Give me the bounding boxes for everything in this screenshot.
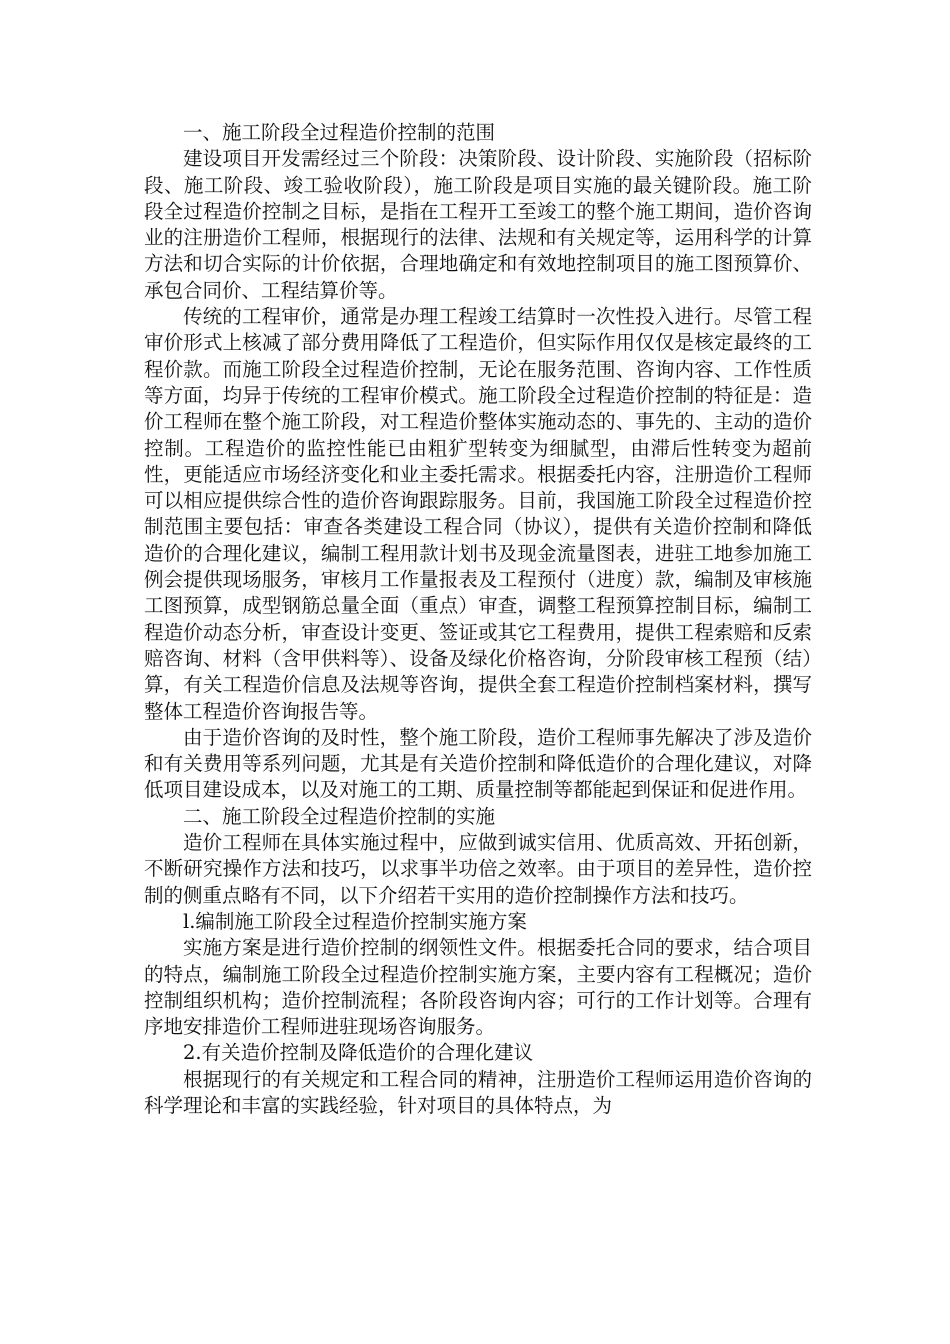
section-heading-implementation: 二、施工阶段全过程造价控制的实施 (183, 804, 496, 828)
paragraph-construction-stages: 建设项目开发需经过三个阶段：决策阶段、设计阶段、实施阶段（招标阶段、施工阶段、竣工验收阶段），施工阶段是项目实施的最关键阶段。施工阶段全过程造价控制之目标，是指在工程开工至竣工的整个施工期间，造价咨询业的注册造价工程师，根据现行的法律、法规和有关规定等，运用科学的计算方法和切合实际的计价依据，合理地确定和有效地控制项目的施工图预算价、承包合同价、工程结算价等。 (144, 147, 812, 302)
section-heading-scope: 一、施工阶段全过程造价控制的范围 (183, 121, 496, 144)
paragraph-plan: 实施方案是进行造价控制的纲领性文件。根据委托合同的要求，结合项目的特点，编制施工阶段全过程造价控制实施方案，主要内容有工程概况；造价控制组织机构；造价控制流程；各阶段咨询内容；可行的工作计划等。合理有序地安排造价工程师进驻现场咨询服务。 (144, 936, 812, 1039)
document-body (144, 120, 812, 1119)
paragraph-implementation-intro: 造价工程师在具体实施过程中，应做到诚实信用、优质高效、开拓创新，不断研究操作方法和技巧，以求事半功倍之效率。由于项目的差异性，造价控制的侧重点略有不同，以下介绍若干实用的造价控制操作方法和技巧。 (144, 831, 812, 907)
paragraph-timeliness: 由于造价咨询的及时性，整个施工阶段，造价工程师事先解决了涉及造价和有关费用等系列问题，尤其是有关造价控制和降低造价的合理化建议，对降低项目建设成本，以及对施工的工期、质量控制等都能起到保证和促进作用。 (144, 725, 812, 802)
subheading-suggestions: 2.有关造价控制及降低造价的合理化建议 (183, 1041, 534, 1065)
paragraph-suggestions: 根据现行的有关规定和工程合同的精神，注册造价工程师运用造价咨询的科学理论和丰富的实践经验，针对项目的具体特点，为 (144, 1067, 812, 1117)
paragraph-traditional-audit: 传统的工程审价，通常是办理工程竣工结算时一次性投入进行。尽管工程审价形式上核减了部分费用降低了工程造价，但实际作用仅仅是核定最终的工程价款。而施工阶段全过程造价控制，无论在服务范围、咨询内容、工作性质等方面，均异于传统的工程审价模式。施工阶段全过程造价控制的特征是：造价工程师在整个施工阶段，对工程造价整体实施动态的、事先的、主动的造价控制。工程造价的监控性能已由粗犷型转变为细腻型，由滞后性转变为超前性，更能适应市场经济变化和业主委托需求。根据委托内容，注册造价工程师可以相应提供综合性的造价咨询跟踪服务。目前，我国施工阶段全过程造价控制范围主要包括：审查各类建设工程合同（协议），提供有关造价控制和降低造价的合理化建议，编制工程用款计划书及现金流量图表，进驻工地参加施工例会提供现场服务，审核月工作量报表及工程预付（进度）款，编制及审核施工图预算，成型钢筋总量全面（重点）审查，调整工程预算控制目标，编制工程造价动态分析，审查设计变更、签证或其它工程费用，提供工程索赔和反索赔咨询、材料（含甲供料等）、设备及绿化价格咨询，分阶段审核工程预（结）算，有关工程造价信息及法规等咨询，提供全套工程造价控制档案材料，撰写整体工程造价咨询报告等。 (144, 305, 812, 723)
subheading-plan: l.编制施工阶段全过程造价控制实施方案 (183, 909, 527, 933)
